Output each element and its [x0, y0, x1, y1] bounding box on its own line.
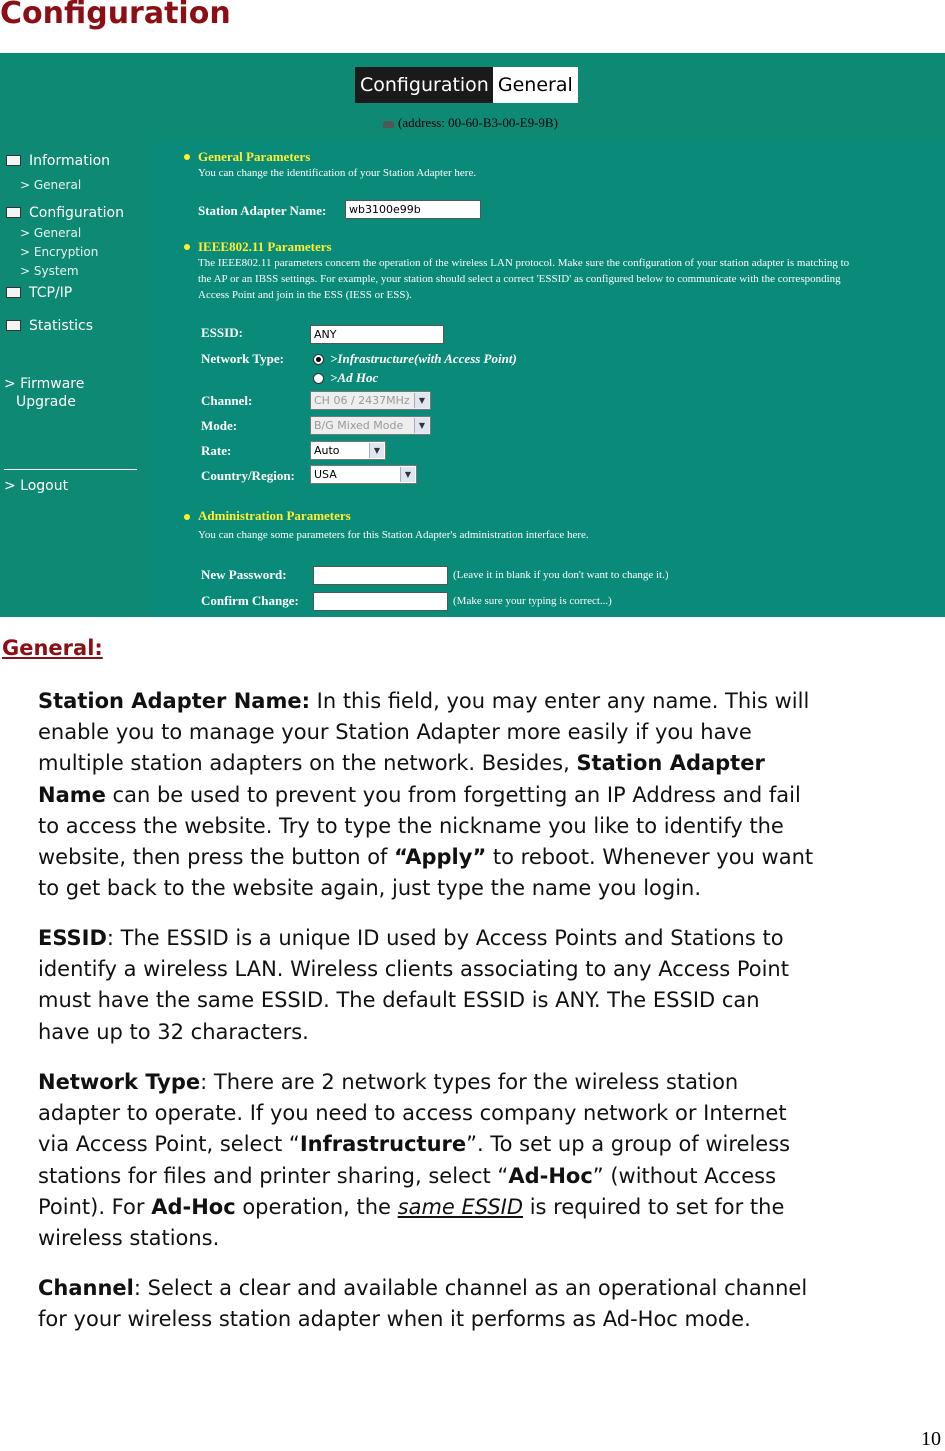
adhoc-label: >Ad Hoc	[330, 370, 379, 385]
sidebar	[0, 141, 150, 617]
text: ” (without Access	[592, 1163, 777, 1188]
station-name-label: Station Adapter Name:	[198, 203, 327, 218]
channel-label: Channel:	[201, 393, 253, 408]
text: identify a wireless LAN. Wireless clients associating to any Access Point	[38, 957, 789, 982]
network-type-label: Network Type:	[201, 351, 284, 366]
bullet-icon	[184, 154, 190, 160]
lamp-icon	[383, 121, 394, 128]
text: : There are 2 network types for the wireless station	[200, 1070, 739, 1094]
admin-desc: You can change some parameters for this Station Adapter's administration interface here.	[198, 529, 589, 541]
firmware-line2: Upgrade	[16, 394, 76, 410]
term: Name	[38, 782, 106, 807]
sidebar-item-information[interactable]	[6, 153, 110, 169]
text: ”. To set up a group of wireless	[466, 1132, 791, 1157]
country-select[interactable]	[310, 465, 417, 484]
sidebar-item-firmware-upgrade[interactable]	[4, 375, 84, 411]
chevron-down-icon: ▼	[369, 443, 384, 458]
term: Station Adapter	[576, 751, 765, 776]
sidebar-item-label: Information	[29, 153, 111, 169]
chevron-down-icon: ▼	[400, 467, 415, 482]
folder-icon	[6, 155, 21, 166]
text: for your wireless station adapter when it performs as Ad-Hoc mode.	[38, 1307, 751, 1332]
chevron-down-icon: ▼	[414, 418, 429, 433]
text: must have the same ESSID. The default ESSID is ANY. The ESSID can	[38, 988, 760, 1013]
sidebar-item-label: Statistics	[29, 318, 93, 334]
text: adapter to operate. If you need to access company network or Internet	[38, 1101, 787, 1126]
term-channel: Channel	[38, 1276, 134, 1300]
sidebar-divider	[4, 469, 137, 470]
term: Ad-Hoc	[151, 1194, 236, 1219]
sidebar-item-system[interactable]: > System	[20, 264, 79, 278]
adhoc-radio[interactable]	[313, 373, 324, 384]
infrastructure-label: >Infrastructure(with Access Point)	[330, 351, 517, 366]
mode-label: Mode:	[201, 418, 238, 433]
sidebar-item-configuration[interactable]	[6, 205, 124, 221]
sidebar-item-information-general[interactable]: > General	[20, 178, 82, 192]
mode-value: B/G Mixed Mode	[314, 419, 404, 432]
term-network-type: Network Type	[38, 1070, 201, 1094]
text: to reboot. Whenever you want	[486, 845, 814, 870]
sidebar-item-encryption[interactable]: > Encryption	[20, 245, 99, 259]
paragraph-station-adapter-name	[38, 686, 944, 904]
term: Ad-Hoc	[508, 1163, 593, 1188]
emphasis-same-essid: same ESSID	[397, 1194, 524, 1219]
sidebar-item-tcpip[interactable]	[6, 285, 72, 301]
essid-input[interactable]: ANY	[310, 325, 444, 344]
term-apply: “Apply”	[394, 845, 487, 870]
country-label: Country/Region:	[201, 468, 295, 483]
sidebar-item-logout[interactable]: > Logout	[4, 478, 69, 494]
banner	[355, 67, 578, 103]
page-title: Configuration	[0, 0, 231, 31]
address-line	[383, 115, 558, 131]
text: can be used to prevent you from forgetting an IP Address and fail	[105, 782, 801, 807]
text: is required to set for the	[523, 1194, 785, 1219]
folder-icon	[6, 320, 21, 331]
infrastructure-radio[interactable]	[313, 354, 324, 365]
page-number: 10	[921, 1428, 941, 1450]
banner-general: General	[493, 67, 578, 103]
sidebar-item-configuration-general[interactable]: > General	[20, 226, 82, 240]
ieee-parameters-title: IEEE802.11 Parameters	[198, 239, 332, 254]
term-essid: ESSID	[38, 926, 107, 950]
ieee-desc-line1: The IEEE802.11 parameters concern the operation of the wireless LAN protocol. Make sure the configuration of your station adapter is matching to	[198, 257, 850, 269]
text: have up to 32 characters.	[38, 1019, 309, 1044]
mode-select[interactable]	[310, 416, 431, 435]
new-password-hint: (Leave it in blank if you don't want to change it.)	[453, 569, 669, 581]
text: operation, the	[235, 1194, 398, 1219]
text: to access the website. Try to type the nickname you like to identify the	[38, 813, 784, 838]
confirm-change-input[interactable]	[313, 592, 448, 611]
text: via Access Point, select “	[38, 1132, 300, 1157]
new-password-label: New Password:	[201, 567, 287, 582]
text: : Select a clear and available channel as an operational channel	[133, 1276, 808, 1300]
paragraph-channel	[38, 1273, 944, 1335]
general-parameters-desc: You can change the identification of your Station Adapter here.	[198, 167, 477, 179]
confirm-change-hint: (Make sure your typing is correct...)	[453, 595, 612, 607]
text: multiple station adapters on the network. Besides,	[38, 751, 577, 776]
text: : The ESSID is a unique ID used by Access Points and Stations to	[106, 926, 784, 950]
configuration-screenshot	[0, 53, 945, 617]
ieee-desc-line3: Access Point and join in the ESS (IESS or ESS).	[198, 289, 412, 301]
sidebar-item-statistics[interactable]	[6, 318, 93, 334]
firmware-line1: > Firmware	[4, 376, 85, 392]
essid-label: ESSID:	[201, 325, 243, 340]
admin-parameters-title: Administration Parameters	[198, 508, 351, 523]
country-value: USA	[314, 468, 337, 481]
channel-select[interactable]	[310, 391, 431, 410]
new-password-input[interactable]	[313, 566, 448, 585]
sidebar-item-label: Configuration	[29, 205, 124, 221]
general-parameters-title: General Parameters	[198, 149, 311, 164]
ieee-desc-line2: the AP or an IBSS settings. For example, your station should select a correct 'ESSID' as configured below to communicate with the corresponding	[198, 273, 841, 285]
text: Point). For	[38, 1194, 152, 1219]
station-name-input[interactable]: wb3100e99b	[345, 200, 481, 219]
channel-value: CH 06 / 2437MHz	[314, 394, 410, 407]
term-station-adapter-name: Station Adapter Name:	[38, 689, 310, 713]
folder-icon	[6, 207, 21, 218]
rate-select[interactable]	[310, 441, 386, 460]
bullet-icon	[184, 514, 190, 520]
bullet-icon	[184, 244, 190, 250]
term: Infrastructure	[299, 1132, 467, 1157]
text: In this field, you may enter any name. This will	[309, 689, 810, 713]
chevron-down-icon: ▼	[414, 393, 429, 408]
text: stations for files and printer sharing, select “	[38, 1163, 509, 1188]
main-content	[150, 141, 945, 617]
sidebar-item-label: TCP/IP	[29, 285, 73, 301]
paragraph-network-type	[38, 1067, 944, 1254]
confirm-change-label: Confirm Change:	[201, 593, 299, 608]
text: wireless stations.	[38, 1226, 220, 1251]
text: enable you to manage your Station Adapter more easily if you have	[38, 720, 752, 745]
section-heading: General:	[2, 636, 103, 660]
folder-icon	[6, 287, 21, 298]
rate-value: Auto	[314, 444, 340, 457]
address-text: (address: 00-60-B3-00-E9-9B)	[398, 115, 558, 130]
text: website, then press the button of	[38, 845, 395, 870]
rate-label: Rate:	[201, 443, 232, 458]
banner-configuration: Configuration	[355, 67, 493, 103]
text: to get back to the website again, just type the name you login.	[38, 876, 702, 901]
paragraph-essid	[38, 923, 944, 1048]
